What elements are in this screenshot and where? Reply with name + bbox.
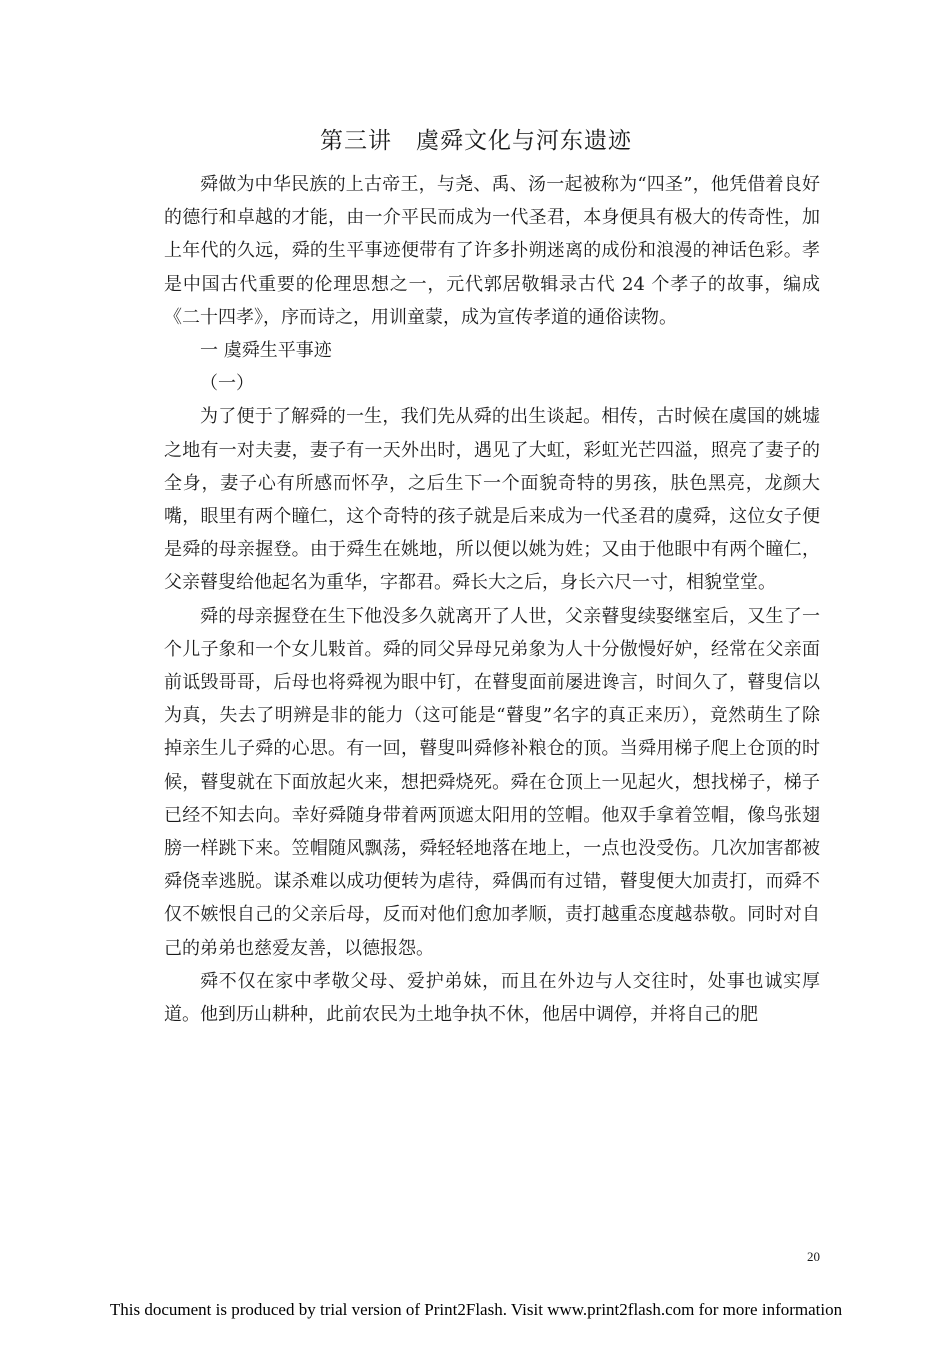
trial-version-notice: This document is produced by trial version of Print2Flash. Visit www.print2flash.com for more information bbox=[109, 1300, 843, 1319]
body-paragraph-character: 舜不仅在家中孝敬父母、爱护弟妹，而且在外边与人交往时，处事也诚实厚道。他到历山耕种，此前农民为土地争执不休，他居中调停，并将自己的肥 bbox=[164, 970, 820, 1026]
body-paragraph-birth: 为了便于了解舜的一生，我们先从舜的出生谈起。相传，古时候在虞国的姚墟之地有一对夫妻，妻子有一天外出时，遇见了大虹，彩虹光芒四溢，照亮了妻子的全身，妻子心有所感而怀孕，之后生下一个面貌奇特的男孩，肤色黑亮，龙颜大嘴，眼里有两个瞳仁，这个奇特的孩子就是后来成为一代圣君的虞舜，这位女子便是舜的母亲握登。由于舜生在姚地，所以便以姚为姓；又由于他眼中有两个瞳仁，父亲瞽叟给他起名为重华，字都君。舜长大之后，身长六尺一寸，相貌堂堂。 bbox=[164, 406, 820, 594]
body-paragraph-family: 舜的母亲握登在生下他没多久就离开了人世，父亲瞽叟续娶继室后，又生了一个儿子象和一个女儿敤首。舜的同父异母兄弟象为人十分傲慢好妒，经常在父亲面前诋毁哥哥，后母也将舜视为眼中钉，在瞽叟面前屡进谗言，时间久了，瞽叟信以为真，失去了明辨是非的能力（这可能是“瞽叟”名字的真正来历），竟然萌生了除掉亲生儿子舜的心思。有一回，瞽叟叫舜修补粮仓的顶。当舜用梯子爬上仓顶的时候，瞽叟就在下面放起火来，想把舜烧死。舜在仓顶上一见起火，想找梯子，梯子已经不知去向。幸好舜随身带着两顶遮太阳用的笠帽。他双手拿着笠帽，像鸟张翅膀一样跳下来。笠帽随风飘荡，舜轻轻地落在地上，一点也没受伤。几次加害都被舜侥幸逃脱。谋杀难以成功便转为虐待，舜偶而有过错，瞽叟便大加责打，而舜不仅不嫉恨自己的父亲后母，反而对他们愈加孝顺，责打越重态度越恭敬。同时对自己的弟弟也慈爱友善，以德报怨。 bbox=[164, 605, 820, 959]
section-heading: 一 虞舜生平事迹 bbox=[200, 340, 332, 362]
page-number: 20 bbox=[807, 1249, 820, 1264]
intro-paragraph: 舜做为中华民族的上古帝王，与尧、禹、汤一起被称为“四圣”，他凭借着良好的德行和卓越的才能，由一介平民而成为一代圣君，本身便具有极大的传奇性，加上年代的久远，舜的生平事迹便带有了许多扑朔迷离的成份和浪漫的神话色彩。孝是中国古代重要的伦理思想之一，元代郭居敬辑录古代 24 个孝子的故事，编成《二十四孝》，序而诗之，用训童蒙，成为宣传孝道的通俗读物。 bbox=[164, 174, 820, 328]
subsection-heading: （一） bbox=[200, 373, 254, 395]
page-title: 第三讲 虞舜文化与河东遗迹 bbox=[320, 128, 632, 154]
document-body bbox=[164, 168, 820, 1031]
